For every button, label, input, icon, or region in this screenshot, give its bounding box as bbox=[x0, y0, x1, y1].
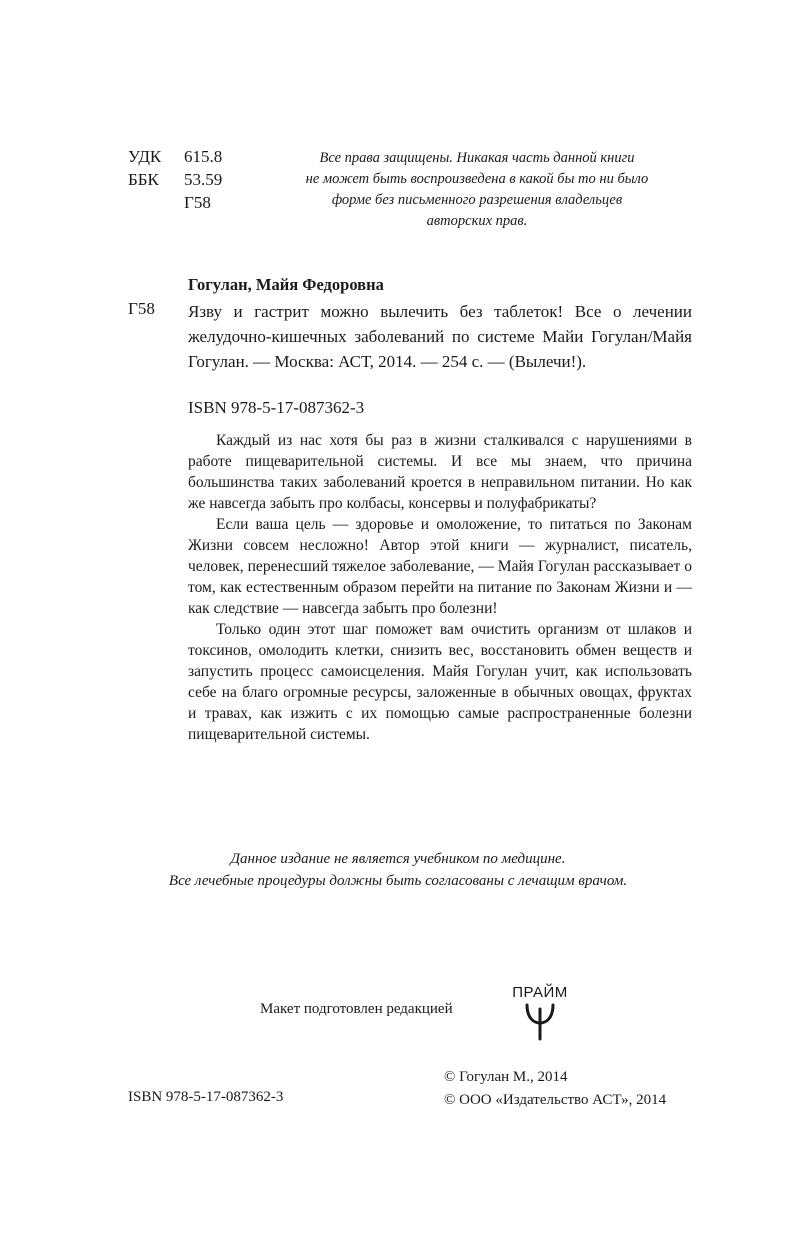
annotation bbox=[188, 430, 692, 745]
rights-line: Все права защищены. Никакая часть данной книги bbox=[319, 150, 635, 166]
bib-author: Гогулан, Майя Федоровна bbox=[188, 275, 384, 294]
trident-psi-icon bbox=[523, 1003, 557, 1041]
bib-isbn: ISBN 978-5-17-087362-3 bbox=[188, 398, 365, 417]
annotation-paragraph: Каждый из нас хотя бы раз в жизни сталкивался с нарушениями в работе пищеварительной системы. И все мы знаем, что причина большинства таких заболеваний кроется в неправильном питании. Но как же навсегда забыть про колбасы, консервы и полуфабрикаты? bbox=[188, 432, 692, 512]
bbk-row bbox=[128, 168, 222, 191]
bbk-label: ББК bbox=[128, 170, 159, 189]
udk-label: УДК bbox=[128, 147, 162, 166]
bib-description: Язву и гастрит можно вылечить без таблеток! Все о лечении желудочно-кишечных заболеваний по системе Майи Гогулан/Майя Гогулан. — Москва: АСТ, 2014. — 254 с. — (Вылечи!). bbox=[188, 302, 692, 371]
classification-block bbox=[128, 145, 222, 214]
udk-row bbox=[128, 145, 222, 168]
annotation-paragraph: Если ваша цель — здоровье и омоложение, то питаться по Законам Жизни совсем несложно! Автор этой книги — журналист, писатель, человек, перенесший тяжелое заболевание, — Майя Гогулан рассказывает о том, как естественным образом перейти на питание по Законам Жизни и — как следствие — навсегда забыть про болезни! bbox=[188, 516, 692, 617]
copyright-publisher: © ООО «Издательство АСТ», 2014 bbox=[444, 1092, 667, 1108]
author-mark: Г58 bbox=[184, 193, 211, 212]
bib-call-number: Г58 bbox=[128, 299, 155, 318]
bbk-value: 53.59 bbox=[184, 170, 223, 189]
rights-notice bbox=[282, 148, 672, 232]
udk-value: 615.8 bbox=[184, 147, 223, 166]
logo-text: ПРАЙМ bbox=[512, 984, 568, 1001]
rights-line: форме без письменного разрешения владельцев bbox=[331, 192, 623, 208]
copyright-author: © Гогулан М., 2014 bbox=[444, 1069, 568, 1085]
disclaimer-line: Данное издание не является учебником по медицине. bbox=[230, 851, 566, 867]
copyright-block bbox=[444, 1066, 666, 1112]
annotation-paragraph: Только один этот шаг поможет вам очистить организм от шлаков и токсинов, омолодить клетки, снизить вес, восстановить обмен веществ и запустить процесс самоисцеления. Майя Гогулан учит, как использовать себе на благо огромные ресурсы, заложенные в обычных овощах, фруктах и травах, как изжить с их помощью самые распространенные болезни пищеварительной системы. bbox=[188, 621, 692, 743]
disclaimer-line: Все лечебные процедуры должны быть согласованы с лечащим врачом. bbox=[168, 873, 628, 889]
author-mark-row bbox=[128, 191, 222, 214]
prepared-by-text: Макет подготовлен редакцией bbox=[260, 1001, 453, 1017]
medical-disclaimer bbox=[112, 848, 684, 892]
publisher-logo bbox=[505, 984, 575, 1044]
rights-line: авторских прав. bbox=[426, 213, 528, 229]
footer-isbn: ISBN 978-5-17-087362-3 bbox=[128, 1089, 284, 1105]
rights-line: не может быть воспроизведена в какой бы то ни было bbox=[305, 171, 649, 187]
